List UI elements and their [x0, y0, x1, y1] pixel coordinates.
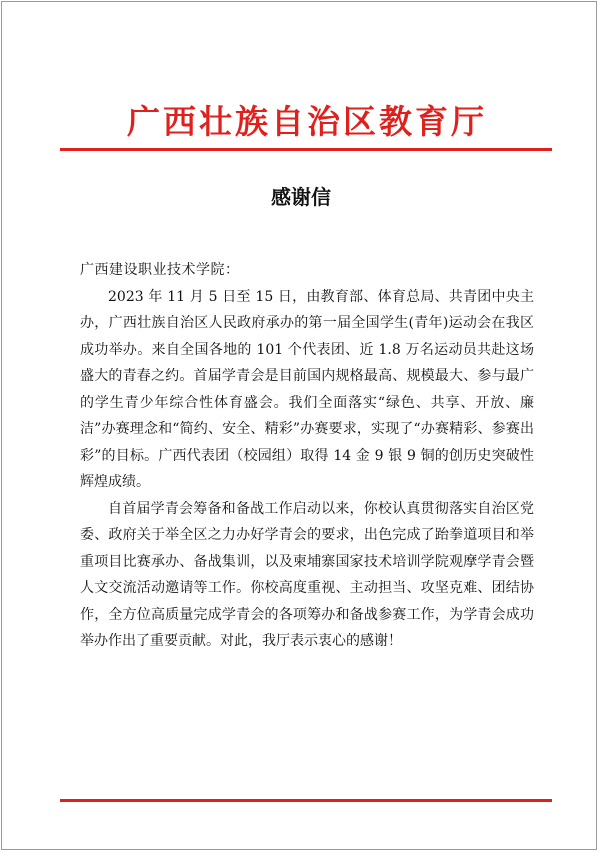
- letter-title: 感谢信: [271, 185, 331, 209]
- letter-body: [80, 257, 534, 655]
- letter-paragraph-1: 2023 年 11 月 5 日至 15 日，由教育部、体育总局、共青团中央主办，广西壮族自治区人民政府承办的第一届全国学生(青年)运动会在我区成功举办。来自全国各地的 101 个代表团、近 1.8 万名运动员共赴这场盛大的青春之约。首届学青会是目前国内规格最高、规模最大、参与最广的学生青少年综合性体育盛会。我们全面落实“绿色、共享、开放、廉洁”办赛理念和“简约、安全、精彩”办赛要求，实现了“办赛精彩、参赛出彩”的目标。广西代表团（校园组）取得 14 金 9 银 9 铜的创历史突破性辉煌成绩。: [80, 288, 534, 490]
- letterhead-org-name: 广西壮族自治区教育厅: [127, 102, 487, 141]
- letterhead-divider: [60, 148, 552, 151]
- letter-paragraph-2: 自首届学青会筹备和备战工作启动以来，你校认真贯彻落实自治区党委、政府关于举全区之力办好学青会的要求，出色完成了跆拳道项目和举重项目比赛承办、备战集训，以及柬埔寨国家技术培训学院观摩学青会暨人文交流活动邀请等工作。你校高度重视、主动担当、攻坚克难、团结协作，全方位高质量完成学青会的各项筹办和备战参赛工作，为学青会成功举办作出了重要贡献。对此，我厅表示衷心的感谢！: [80, 500, 534, 649]
- footer-divider: [60, 799, 552, 802]
- letter-salutation: 广西建设职业技术学院：: [80, 262, 240, 278]
- letter-page: [1, 1, 597, 850]
